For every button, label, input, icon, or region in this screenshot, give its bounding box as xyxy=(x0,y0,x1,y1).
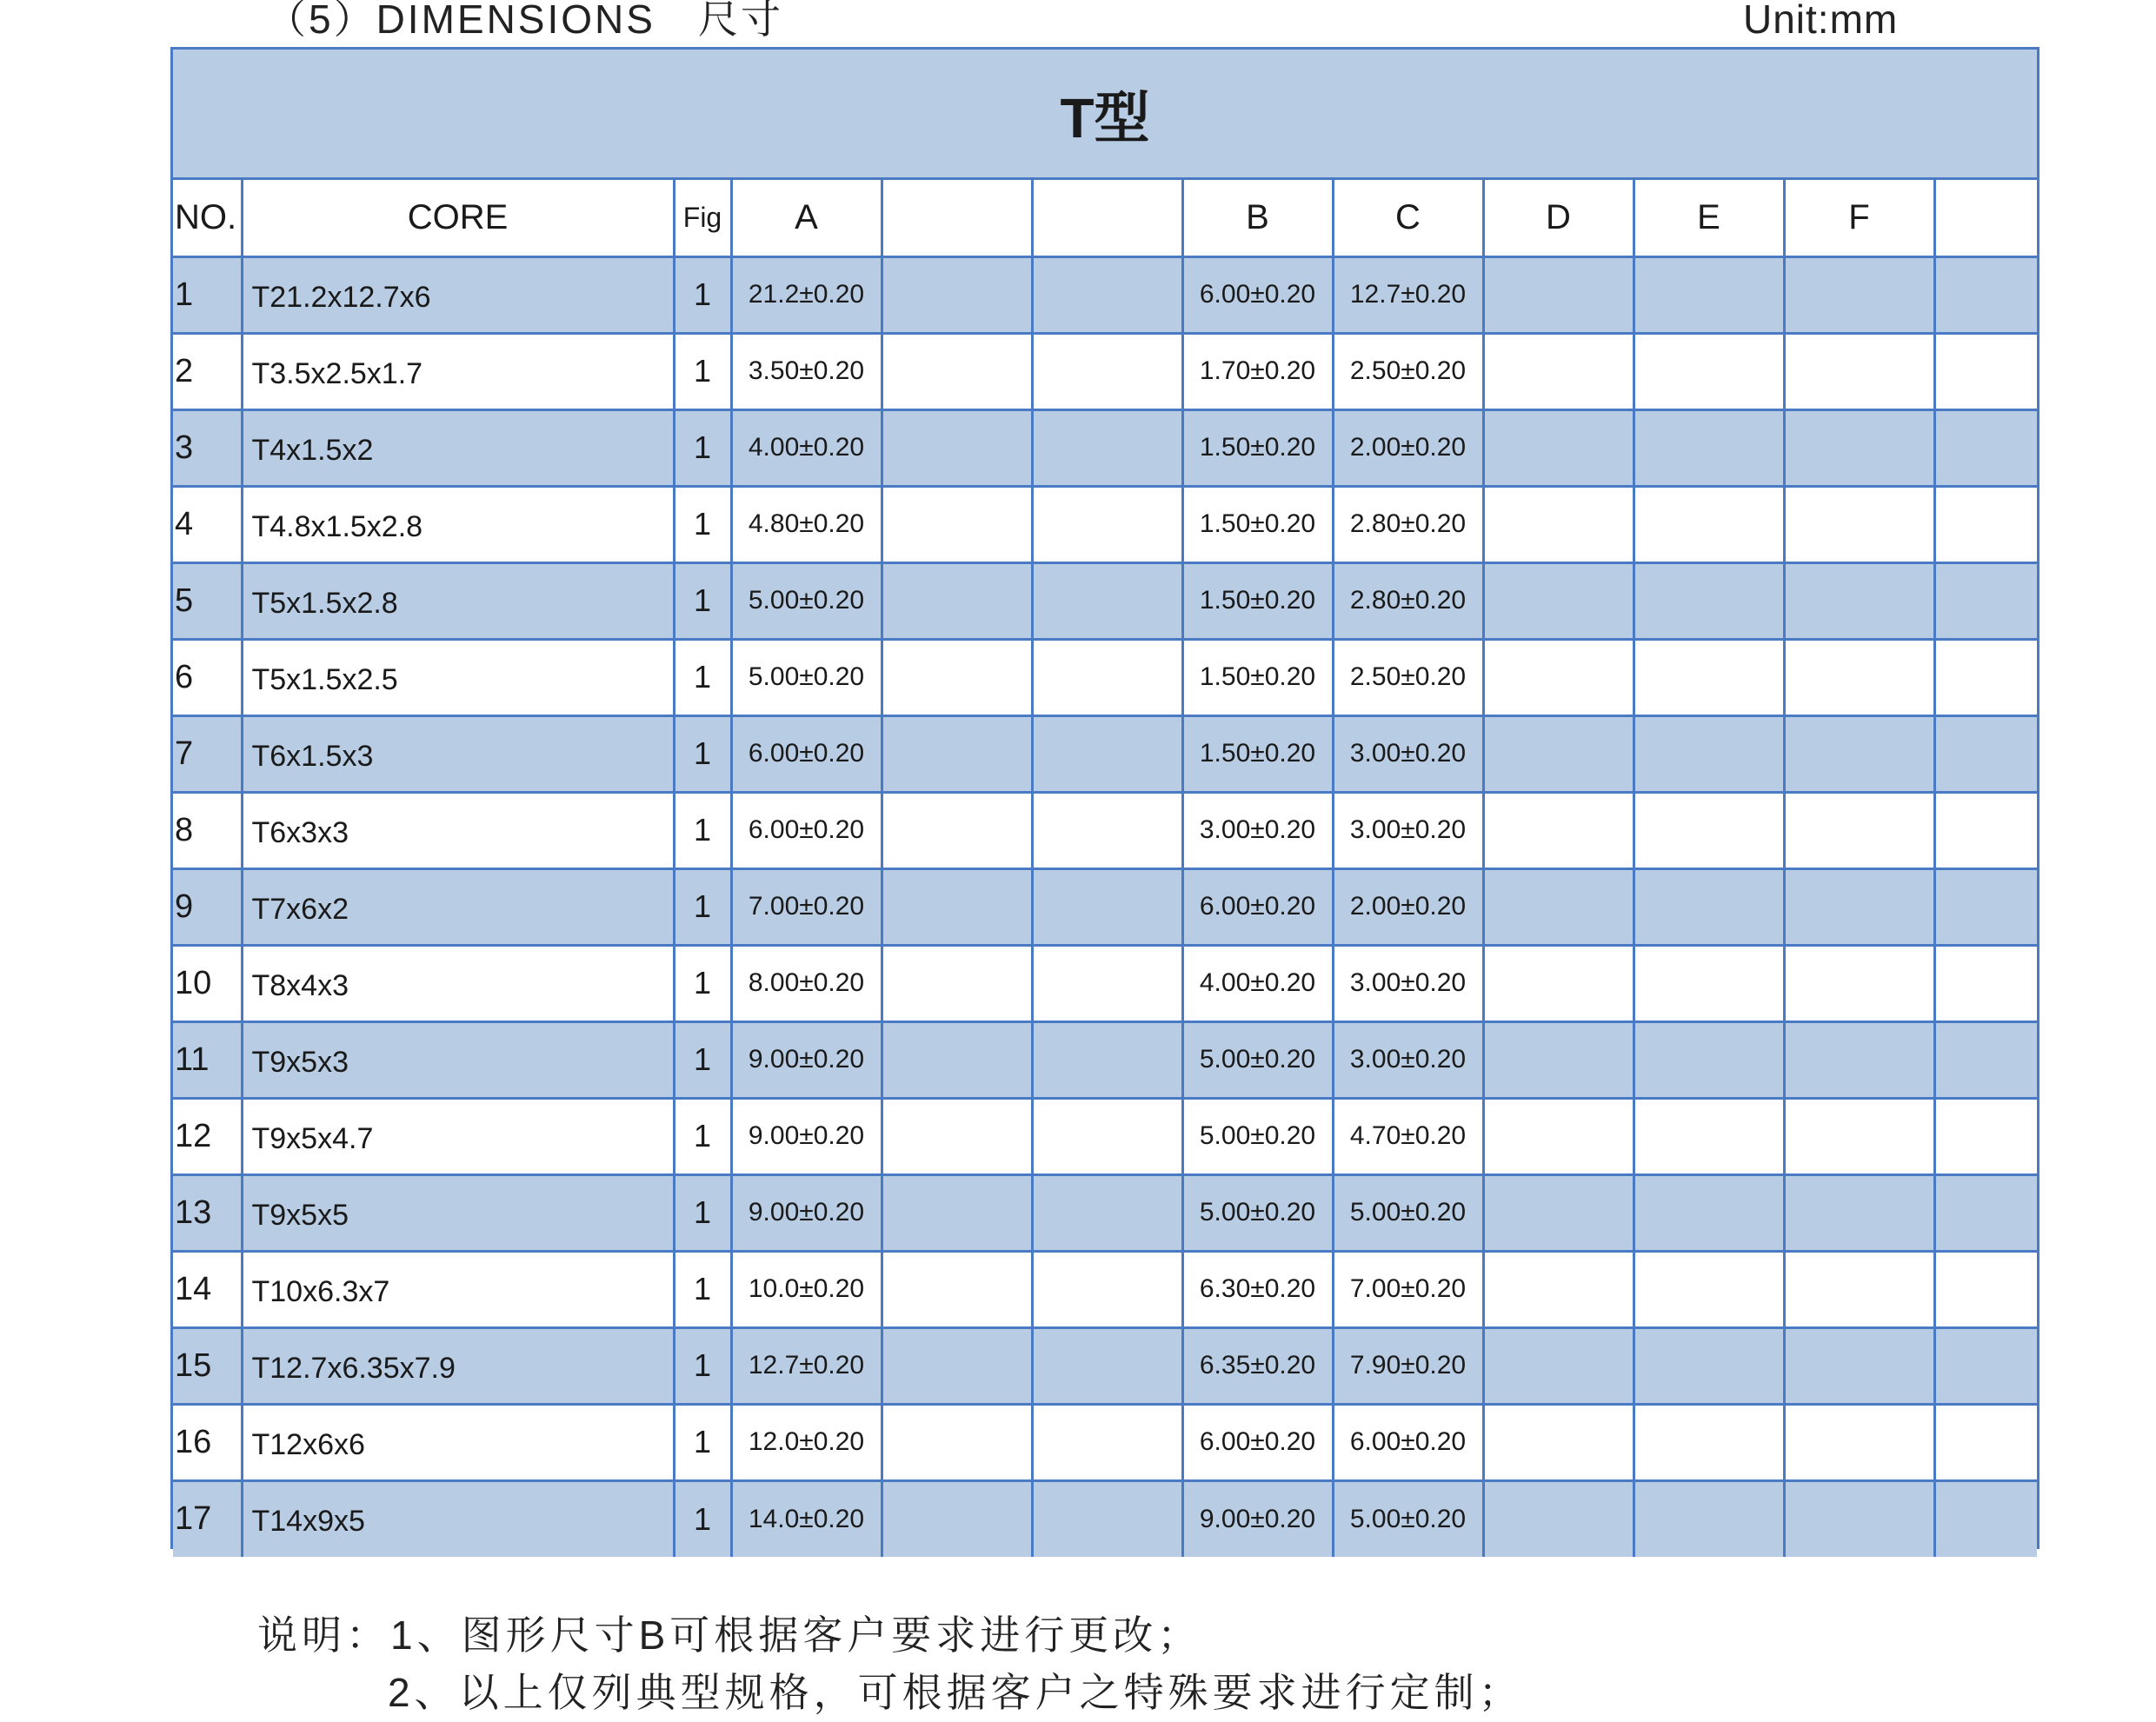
cell-f xyxy=(1784,715,1934,792)
cell-c: 3.00±0.20 xyxy=(1333,945,1483,1021)
cell-blank xyxy=(882,1021,1032,1098)
cell-b: 4.00±0.20 xyxy=(1182,945,1333,1021)
note-line-2: 2、以上仅列典型规格，可根据客户之特殊要求进行定制； xyxy=(388,1670,1523,1715)
notes xyxy=(257,1606,1523,1721)
cell-c: 3.00±0.20 xyxy=(1333,1021,1483,1098)
cell-b: 1.70±0.20 xyxy=(1182,333,1333,409)
cell-e xyxy=(1634,409,1784,486)
cell-f xyxy=(1784,256,1934,333)
cell-b: 1.50±0.20 xyxy=(1182,715,1333,792)
cell-d xyxy=(1483,1327,1634,1404)
cell-a: 10.0±0.20 xyxy=(731,1251,882,1327)
header-fig: Fig xyxy=(674,180,731,256)
cell-core: T21.2x12.7x6 xyxy=(242,256,674,333)
cell-fig: 1 xyxy=(674,1098,731,1174)
cell-blank xyxy=(1934,1404,2037,1480)
cell-blank xyxy=(1032,333,1182,409)
cell-blank xyxy=(882,256,1032,333)
cell-core: T7x6x2 xyxy=(242,868,674,945)
cell-fig: 1 xyxy=(674,639,731,715)
cell-blank xyxy=(882,1480,1032,1557)
cell-f xyxy=(1784,486,1934,562)
cell-blank xyxy=(882,486,1032,562)
cell-d xyxy=(1483,409,1634,486)
cell-d xyxy=(1483,868,1634,945)
cell-blank xyxy=(882,1404,1032,1480)
cell-no: 4 xyxy=(173,486,242,562)
table-row xyxy=(173,945,2037,1021)
cell-c: 5.00±0.20 xyxy=(1333,1174,1483,1251)
section-title: （5）DIMENSIONS 尺寸 xyxy=(266,0,783,42)
header-f: F xyxy=(1784,180,1934,256)
header-b: B xyxy=(1182,180,1333,256)
cell-c: 6.00±0.20 xyxy=(1333,1404,1483,1480)
cell-blank xyxy=(1032,1174,1182,1251)
cell-blank xyxy=(882,945,1032,1021)
cell-no: 16 xyxy=(173,1404,242,1480)
cell-d xyxy=(1483,1480,1634,1557)
header-a: A xyxy=(731,180,882,256)
cell-fig: 1 xyxy=(674,1174,731,1251)
cell-a: 12.0±0.20 xyxy=(731,1404,882,1480)
table-body xyxy=(173,256,2037,1557)
cell-e xyxy=(1634,256,1784,333)
dimensions-table-frame xyxy=(170,47,2040,1549)
header-blank-3 xyxy=(1934,180,2037,256)
cell-d xyxy=(1483,1404,1634,1480)
cell-a: 21.2±0.20 xyxy=(731,256,882,333)
cell-blank xyxy=(1934,1480,2037,1557)
cell-b: 6.30±0.20 xyxy=(1182,1251,1333,1327)
cell-b: 1.50±0.20 xyxy=(1182,639,1333,715)
cell-fig: 1 xyxy=(674,1251,731,1327)
cell-no: 3 xyxy=(173,409,242,486)
cell-fig: 1 xyxy=(674,409,731,486)
cell-b: 6.00±0.20 xyxy=(1182,256,1333,333)
table-row xyxy=(173,1251,2037,1327)
cell-d xyxy=(1483,1251,1634,1327)
unit-label: Unit:mm xyxy=(1743,0,1899,42)
cell-fig: 1 xyxy=(674,1404,731,1480)
cell-f xyxy=(1784,1251,1934,1327)
header-d: D xyxy=(1483,180,1634,256)
cell-e xyxy=(1634,1021,1784,1098)
cell-a: 7.00±0.20 xyxy=(731,868,882,945)
cell-core: T8x4x3 xyxy=(242,945,674,1021)
cell-blank xyxy=(1934,1174,2037,1251)
cell-core: T9x5x5 xyxy=(242,1174,674,1251)
cell-a: 6.00±0.20 xyxy=(731,715,882,792)
cell-blank xyxy=(882,1098,1032,1174)
cell-blank xyxy=(882,409,1032,486)
cell-f xyxy=(1784,792,1934,868)
cell-core: T9x5x4.7 xyxy=(242,1098,674,1174)
cell-core: T12.7x6.35x7.9 xyxy=(242,1327,674,1404)
cell-blank xyxy=(1934,256,2037,333)
cell-blank xyxy=(882,715,1032,792)
cell-blank xyxy=(1032,562,1182,639)
cell-blank xyxy=(1032,868,1182,945)
cell-a: 6.00±0.20 xyxy=(731,792,882,868)
table-header-row xyxy=(173,180,2037,256)
cell-no: 12 xyxy=(173,1098,242,1174)
table-row xyxy=(173,1098,2037,1174)
header-no: NO. xyxy=(173,180,242,256)
cell-a: 5.00±0.20 xyxy=(731,562,882,639)
cell-a: 8.00±0.20 xyxy=(731,945,882,1021)
table-row xyxy=(173,333,2037,409)
cell-b: 5.00±0.20 xyxy=(1182,1174,1333,1251)
cell-blank xyxy=(882,562,1032,639)
cell-core: T4.8x1.5x2.8 xyxy=(242,486,674,562)
cell-f xyxy=(1784,868,1934,945)
cell-d xyxy=(1483,945,1634,1021)
cell-f xyxy=(1784,333,1934,409)
cell-b: 9.00±0.20 xyxy=(1182,1480,1333,1557)
cell-blank xyxy=(1032,715,1182,792)
cell-core: T12x6x6 xyxy=(242,1404,674,1480)
table-row xyxy=(173,1174,2037,1251)
cell-no: 14 xyxy=(173,1251,242,1327)
cell-c: 3.00±0.20 xyxy=(1333,715,1483,792)
cell-core: T3.5x2.5x1.7 xyxy=(242,333,674,409)
cell-d xyxy=(1483,562,1634,639)
cell-core: T6x1.5x3 xyxy=(242,715,674,792)
cell-b: 6.00±0.20 xyxy=(1182,1404,1333,1480)
cell-blank xyxy=(1032,1480,1182,1557)
cell-c: 2.50±0.20 xyxy=(1333,639,1483,715)
cell-core: T10x6.3x7 xyxy=(242,1251,674,1327)
cell-blank xyxy=(1934,1021,2037,1098)
cell-c: 3.00±0.20 xyxy=(1333,792,1483,868)
table-row xyxy=(173,256,2037,333)
cell-c: 2.00±0.20 xyxy=(1333,868,1483,945)
cell-blank xyxy=(1934,868,2037,945)
header-e: E xyxy=(1634,180,1784,256)
cell-e xyxy=(1634,1174,1784,1251)
table-row xyxy=(173,1404,2037,1480)
header-blank-1 xyxy=(882,180,1032,256)
cell-fig: 1 xyxy=(674,562,731,639)
cell-d xyxy=(1483,1098,1634,1174)
cell-blank xyxy=(1934,715,2037,792)
cell-d xyxy=(1483,333,1634,409)
header-core: CORE xyxy=(242,180,674,256)
cell-e xyxy=(1634,792,1784,868)
cell-fig: 1 xyxy=(674,945,731,1021)
cell-b: 1.50±0.20 xyxy=(1182,486,1333,562)
cell-fig: 1 xyxy=(674,333,731,409)
cell-a: 12.7±0.20 xyxy=(731,1327,882,1404)
cell-f xyxy=(1784,1404,1934,1480)
cell-blank xyxy=(1934,1098,2037,1174)
cell-e xyxy=(1634,333,1784,409)
table-row xyxy=(173,562,2037,639)
cell-blank xyxy=(1934,1251,2037,1327)
cell-blank xyxy=(1934,333,2037,409)
cell-blank xyxy=(882,1327,1032,1404)
cell-fig: 1 xyxy=(674,1327,731,1404)
cell-a: 5.00±0.20 xyxy=(731,639,882,715)
table-row xyxy=(173,1021,2037,1098)
cell-f xyxy=(1784,562,1934,639)
cell-no: 17 xyxy=(173,1480,242,1557)
cell-c: 2.50±0.20 xyxy=(1333,333,1483,409)
cell-no: 9 xyxy=(173,868,242,945)
cell-blank xyxy=(1032,945,1182,1021)
cell-fig: 1 xyxy=(674,1021,731,1098)
cell-blank xyxy=(1934,486,2037,562)
cell-blank xyxy=(1934,562,2037,639)
cell-fig: 1 xyxy=(674,868,731,945)
cell-d xyxy=(1483,256,1634,333)
cell-a: 14.0±0.20 xyxy=(731,1480,882,1557)
cell-c: 7.90±0.20 xyxy=(1333,1327,1483,1404)
cell-d xyxy=(1483,1174,1634,1251)
cell-blank xyxy=(1934,409,2037,486)
cell-no: 8 xyxy=(173,792,242,868)
cell-no: 2 xyxy=(173,333,242,409)
cell-blank xyxy=(1934,639,2037,715)
cell-blank xyxy=(1032,639,1182,715)
cell-f xyxy=(1784,1098,1934,1174)
cell-blank xyxy=(1032,486,1182,562)
table-row xyxy=(173,639,2037,715)
cell-e xyxy=(1634,1404,1784,1480)
header-blank-2 xyxy=(1032,180,1182,256)
cell-f xyxy=(1784,1327,1934,1404)
cell-f xyxy=(1784,1480,1934,1557)
cell-blank xyxy=(1934,945,2037,1021)
cell-b: 5.00±0.20 xyxy=(1182,1021,1333,1098)
cell-d xyxy=(1483,1021,1634,1098)
cell-e xyxy=(1634,945,1784,1021)
cell-b: 6.35±0.20 xyxy=(1182,1327,1333,1404)
cell-blank xyxy=(882,868,1032,945)
cell-fig: 1 xyxy=(674,486,731,562)
cell-e xyxy=(1634,1480,1784,1557)
cell-core: T14x9x5 xyxy=(242,1480,674,1557)
cell-a: 9.00±0.20 xyxy=(731,1174,882,1251)
cell-f xyxy=(1784,945,1934,1021)
cell-c: 2.00±0.20 xyxy=(1333,409,1483,486)
cell-d xyxy=(1483,639,1634,715)
cell-d xyxy=(1483,792,1634,868)
cell-no: 1 xyxy=(173,256,242,333)
cell-c: 5.00±0.20 xyxy=(1333,1480,1483,1557)
cell-e xyxy=(1634,868,1784,945)
cell-c: 12.7±0.20 xyxy=(1333,256,1483,333)
cell-a: 4.00±0.20 xyxy=(731,409,882,486)
cell-e xyxy=(1634,639,1784,715)
cell-core: T9x5x3 xyxy=(242,1021,674,1098)
cell-fig: 1 xyxy=(674,792,731,868)
cell-no: 13 xyxy=(173,1174,242,1251)
table-title: T型 xyxy=(173,50,2037,180)
table-row xyxy=(173,868,2037,945)
cell-fig: 1 xyxy=(674,715,731,792)
cell-blank xyxy=(1032,1404,1182,1480)
cell-e xyxy=(1634,1327,1784,1404)
cell-blank xyxy=(882,333,1032,409)
cell-b: 6.00±0.20 xyxy=(1182,868,1333,945)
cell-e xyxy=(1634,562,1784,639)
header-c: C xyxy=(1333,180,1483,256)
table-row xyxy=(173,1327,2037,1404)
cell-a: 3.50±0.20 xyxy=(731,333,882,409)
table-row xyxy=(173,486,2037,562)
cell-fig: 1 xyxy=(674,1480,731,1557)
cell-b: 5.00±0.20 xyxy=(1182,1098,1333,1174)
cell-a: 9.00±0.20 xyxy=(731,1021,882,1098)
cell-blank xyxy=(882,1251,1032,1327)
cell-core: T5x1.5x2.5 xyxy=(242,639,674,715)
cell-d xyxy=(1483,715,1634,792)
cell-e xyxy=(1634,486,1784,562)
cell-d xyxy=(1483,486,1634,562)
cell-f xyxy=(1784,1174,1934,1251)
cell-blank xyxy=(882,792,1032,868)
cell-c: 2.80±0.20 xyxy=(1333,486,1483,562)
cell-blank xyxy=(1032,1327,1182,1404)
cell-c: 7.00±0.20 xyxy=(1333,1251,1483,1327)
cell-a: 4.80±0.20 xyxy=(731,486,882,562)
table-row xyxy=(173,715,2037,792)
dimensions-table xyxy=(173,180,2037,1557)
table-row xyxy=(173,1480,2037,1557)
cell-c: 2.80±0.20 xyxy=(1333,562,1483,639)
cell-blank xyxy=(1032,256,1182,333)
cell-core: T6x3x3 xyxy=(242,792,674,868)
cell-blank xyxy=(1934,792,2037,868)
cell-b: 1.50±0.20 xyxy=(1182,409,1333,486)
table-row xyxy=(173,792,2037,868)
cell-no: 11 xyxy=(173,1021,242,1098)
cell-e xyxy=(1634,1098,1784,1174)
cell-blank xyxy=(882,1174,1032,1251)
cell-no: 7 xyxy=(173,715,242,792)
cell-core: T5x1.5x2.8 xyxy=(242,562,674,639)
cell-f xyxy=(1784,409,1934,486)
cell-blank xyxy=(1032,1098,1182,1174)
cell-blank xyxy=(1032,409,1182,486)
cell-no: 10 xyxy=(173,945,242,1021)
cell-blank xyxy=(1934,1327,2037,1404)
cell-e xyxy=(1634,715,1784,792)
cell-f xyxy=(1784,1021,1934,1098)
cell-blank xyxy=(882,639,1032,715)
cell-blank xyxy=(1032,792,1182,868)
note-line-1: 说明：1、图形尺寸B可根据客户要求进行更改； xyxy=(257,1612,1202,1658)
cell-blank xyxy=(1032,1021,1182,1098)
cell-no: 6 xyxy=(173,639,242,715)
cell-no: 15 xyxy=(173,1327,242,1404)
cell-fig: 1 xyxy=(674,256,731,333)
cell-core: T4x1.5x2 xyxy=(242,409,674,486)
cell-b: 3.00±0.20 xyxy=(1182,792,1333,868)
cell-blank xyxy=(1032,1251,1182,1327)
cell-f xyxy=(1784,639,1934,715)
table-row xyxy=(173,409,2037,486)
cell-c: 4.70±0.20 xyxy=(1333,1098,1483,1174)
cell-a: 9.00±0.20 xyxy=(731,1098,882,1174)
cell-e xyxy=(1634,1251,1784,1327)
cell-b: 1.50±0.20 xyxy=(1182,562,1333,639)
cell-no: 5 xyxy=(173,562,242,639)
